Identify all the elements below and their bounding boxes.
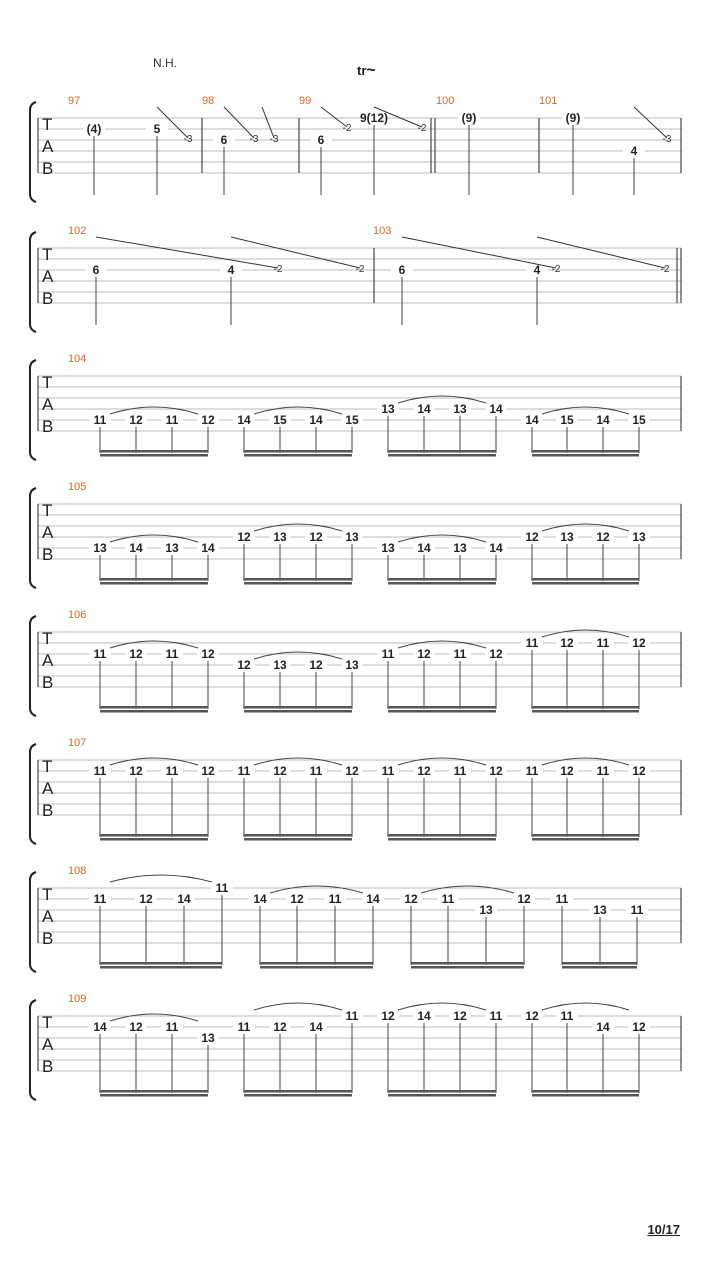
fret-number: 12	[560, 636, 574, 650]
fret-number: 12	[417, 647, 431, 661]
fret-number: 14	[201, 541, 215, 555]
fret-number: 12	[632, 636, 646, 650]
beam	[388, 582, 496, 585]
slur-arc	[254, 758, 342, 765]
fret-number: 15	[560, 413, 574, 427]
fret-number: 14	[417, 402, 431, 416]
beam	[244, 582, 352, 585]
slur-arc	[110, 641, 198, 648]
measure-number: 103	[373, 225, 392, 237]
fret-number: 11	[345, 1009, 359, 1023]
tab-clef-letter: B	[42, 159, 54, 178]
fret-number: 12	[417, 764, 431, 778]
fret-number: 4	[533, 263, 541, 277]
slur-arc	[398, 396, 486, 403]
measure-number: 99	[299, 95, 312, 107]
fret-number: 13	[273, 530, 287, 544]
measure-number: 106	[68, 609, 87, 621]
fret-number: 14	[177, 892, 191, 906]
beam	[244, 1090, 352, 1093]
fret-number: 11	[93, 892, 107, 906]
fret-number: 11	[328, 892, 342, 906]
fret-number: 12	[273, 1020, 287, 1034]
beam	[532, 710, 639, 713]
bend-label: -3	[249, 134, 259, 145]
fret-number: 14	[489, 402, 503, 416]
fret-number: 12	[201, 764, 215, 778]
fret-number: 15	[345, 413, 359, 427]
fret-number: 14	[309, 413, 323, 427]
fret-number: 11	[93, 413, 107, 427]
measure-number: 109	[68, 993, 87, 1005]
beam	[100, 582, 208, 585]
beam	[260, 962, 373, 965]
tab-system	[30, 865, 681, 972]
fret-number: 14	[417, 541, 431, 555]
bend-label: -2	[355, 264, 365, 275]
fret-number: 11	[237, 764, 251, 778]
beam	[100, 450, 208, 453]
tab-clef-letter: B	[42, 417, 54, 436]
fret-number: 15	[273, 413, 287, 427]
fret-number: 15	[632, 413, 646, 427]
fret-number: 12	[525, 530, 539, 544]
beam	[532, 450, 639, 453]
fret-number: 13	[93, 541, 107, 555]
fret-number: 5	[153, 122, 161, 136]
fret-number: 12	[632, 1020, 646, 1034]
fret-number: 11	[596, 636, 610, 650]
fret-number: 14	[93, 1020, 107, 1034]
slur-arc	[542, 758, 629, 765]
slur-arc	[110, 535, 198, 542]
beam	[244, 834, 352, 837]
beam	[562, 966, 637, 969]
beam	[388, 706, 496, 709]
fret-number: 11	[381, 764, 395, 778]
fret-number: 14	[309, 1020, 323, 1034]
fret-number: 12	[201, 413, 215, 427]
slur-arc	[398, 758, 486, 765]
tab-clef-letter: T	[42, 1013, 53, 1032]
beam	[388, 838, 496, 841]
fret-number: 14	[253, 892, 267, 906]
fret-number: 12	[290, 892, 304, 906]
beam	[244, 578, 352, 581]
tab-system	[30, 993, 681, 1100]
beam	[244, 454, 352, 457]
bend-label: -2	[342, 123, 352, 134]
measure-number: 107	[68, 737, 87, 749]
fret-number: 13	[632, 530, 646, 544]
system-bracket	[30, 102, 36, 202]
tab-clef-letter: T	[42, 245, 53, 264]
beam	[388, 1094, 496, 1097]
tab-clef-letter: A	[42, 651, 54, 670]
measure-number: 102	[68, 225, 87, 237]
fret-number: 6	[92, 263, 100, 277]
beam	[388, 1090, 496, 1093]
beam	[100, 578, 208, 581]
tab-clef-letter: A	[42, 523, 54, 542]
beam	[244, 1094, 352, 1097]
fret-number: 11	[237, 1020, 251, 1034]
tab-clef-letter: T	[42, 373, 53, 392]
system-bracket	[30, 488, 36, 588]
fret-number: 13	[593, 903, 607, 917]
tab-system	[30, 609, 681, 716]
beam	[411, 966, 524, 969]
fret-number: 12	[237, 658, 251, 672]
beam	[100, 454, 208, 457]
fret-number: 12	[596, 530, 610, 544]
fret-number: 14	[596, 413, 610, 427]
tab-clef-letter: B	[42, 801, 54, 820]
bend-label: -2	[660, 264, 670, 275]
beam	[244, 706, 352, 709]
slur-arc	[110, 407, 198, 414]
measure-number: 101	[539, 95, 558, 107]
fret-number: 11	[555, 892, 569, 906]
measure-number: 105	[68, 481, 87, 493]
slur-arc	[254, 524, 342, 531]
fret-number: 12	[453, 1009, 467, 1023]
beam	[532, 1090, 639, 1093]
beam	[532, 1094, 639, 1097]
fret-number: 14	[417, 1009, 431, 1023]
fret-number: 12	[381, 1009, 395, 1023]
fret-number: 12	[273, 764, 287, 778]
system-bracket	[30, 616, 36, 716]
fret-number: 12	[129, 413, 143, 427]
bend-label: -2	[551, 264, 561, 275]
system-bracket	[30, 744, 36, 844]
beam	[532, 582, 639, 585]
page-number: 10/17	[647, 1222, 680, 1237]
fret-number: 11	[560, 1009, 574, 1023]
fret-number: 11	[441, 892, 455, 906]
tab-clef-letter: B	[42, 1057, 54, 1076]
beam	[388, 834, 496, 837]
trill-label: tr~	[357, 62, 376, 79]
beam	[244, 838, 352, 841]
fret-number: 13	[479, 903, 493, 917]
fret-number: 13	[273, 658, 287, 672]
beam	[388, 710, 496, 713]
slur-arc	[542, 524, 629, 531]
fret-number: 4	[630, 144, 638, 158]
beam	[411, 962, 524, 965]
tab-clef-letter: T	[42, 629, 53, 648]
measure-number: 108	[68, 865, 87, 877]
fret-number: 12	[560, 764, 574, 778]
beam	[100, 966, 222, 969]
slur-arc	[421, 886, 514, 893]
fret-number: 6	[317, 133, 325, 147]
fret-number: 13	[560, 530, 574, 544]
bend-label: -3	[183, 134, 193, 145]
slur-arc	[254, 652, 342, 659]
fret-number: 11	[93, 764, 107, 778]
fret-number: 12	[517, 892, 531, 906]
fret-number: 12	[309, 530, 323, 544]
fret-number: 14	[366, 892, 380, 906]
fret-number: 11	[381, 647, 395, 661]
fret-number: 13	[453, 402, 467, 416]
fret-number: 11	[596, 764, 610, 778]
fret-number: 9(12)	[359, 111, 389, 125]
system-bracket	[30, 1000, 36, 1100]
slur-arc	[398, 1003, 486, 1010]
tab-clef-letter: A	[42, 779, 54, 798]
fret-number: 13	[201, 1031, 215, 1045]
fret-number: 12	[525, 1009, 539, 1023]
measure-number: 100	[436, 95, 455, 107]
fret-number: 12	[632, 764, 646, 778]
tab-system	[30, 737, 681, 844]
bend-label: -3	[662, 134, 672, 145]
fret-number: 12	[129, 1020, 143, 1034]
tab-system	[30, 481, 681, 588]
slur-arc	[110, 875, 212, 882]
tab-system	[30, 353, 681, 460]
tab-clef-letter: A	[42, 907, 54, 926]
slur-arc	[110, 1014, 198, 1021]
slur-arc	[542, 1003, 629, 1010]
beam	[244, 450, 352, 453]
fret-number: 12	[345, 764, 359, 778]
fret-number: 4	[227, 263, 235, 277]
slur-arc	[254, 407, 342, 414]
fret-number: 6	[220, 133, 228, 147]
fret-number: 12	[139, 892, 153, 906]
measure-number: 98	[202, 95, 215, 107]
fret-number: 11	[93, 647, 107, 661]
system-bracket	[30, 232, 36, 332]
fret-number: 14	[237, 413, 251, 427]
beam	[100, 710, 208, 713]
fret-number: 11	[165, 764, 179, 778]
slur-arc	[270, 886, 363, 893]
beam	[100, 1090, 208, 1093]
fret-number: 14	[596, 1020, 610, 1034]
fret-number: 14	[489, 541, 503, 555]
fret-number: 12	[489, 764, 503, 778]
natural-harmonic-label: N.H.	[153, 56, 177, 70]
fret-number: 12	[309, 658, 323, 672]
fret-number: 11	[525, 764, 539, 778]
fret-number: (4)	[86, 122, 102, 136]
beam	[532, 834, 639, 837]
tab-clef-letter: B	[42, 673, 54, 692]
beam	[100, 1094, 208, 1097]
fret-number: 11	[630, 903, 644, 917]
beam	[100, 962, 222, 965]
tab-clef-letter: T	[42, 501, 53, 520]
bend-line	[402, 237, 556, 268]
tab-clef-letter: B	[42, 929, 54, 948]
slur-arc	[542, 407, 629, 414]
beam	[388, 578, 496, 581]
fret-number: 13	[453, 541, 467, 555]
beam	[260, 966, 373, 969]
fret-number: 11	[165, 413, 179, 427]
fret-number: 12	[129, 764, 143, 778]
tab-clef-letter: T	[42, 115, 53, 134]
beam	[562, 962, 637, 965]
tab-clef-letter: A	[42, 395, 54, 414]
beam	[100, 706, 208, 709]
fret-number: 11	[309, 764, 323, 778]
fret-number: (9)	[461, 111, 477, 125]
beam	[532, 454, 639, 457]
bend-label: -2	[417, 123, 427, 134]
tab-clef-letter: A	[42, 1035, 54, 1054]
slur-arc	[398, 535, 486, 542]
fret-number: 12	[237, 530, 251, 544]
fret-number: 13	[165, 541, 179, 555]
fret-number: 11	[165, 1020, 179, 1034]
beam	[244, 710, 352, 713]
fret-number: (9)	[565, 111, 581, 125]
fret-number: 11	[453, 647, 467, 661]
slur-arc	[254, 1003, 342, 1010]
fret-number: 6	[398, 263, 406, 277]
beam	[532, 578, 639, 581]
fret-number: 13	[381, 541, 395, 555]
beam	[388, 454, 496, 457]
measure-number: 104	[68, 353, 87, 365]
beam	[532, 838, 639, 841]
tab-clef-letter: A	[42, 267, 54, 286]
fret-number: 13	[345, 530, 359, 544]
fret-number: 11	[525, 636, 539, 650]
bend-label: -3	[269, 134, 279, 145]
fret-number: 13	[381, 402, 395, 416]
slur-arc	[398, 641, 486, 648]
fret-number: 12	[404, 892, 418, 906]
tab-clef-letter: T	[42, 885, 53, 904]
slur-arc	[542, 630, 629, 637]
fret-number: 14	[129, 541, 143, 555]
system-bracket	[30, 872, 36, 972]
tab-clef-letter: A	[42, 137, 54, 156]
beam	[100, 834, 208, 837]
tab-clef-letter: B	[42, 545, 54, 564]
fret-number: 12	[201, 647, 215, 661]
measure-number: 97	[68, 95, 81, 107]
tab-system	[30, 95, 681, 202]
fret-number: 11	[215, 881, 229, 895]
fret-number: 11	[165, 647, 179, 661]
beam	[532, 706, 639, 709]
tab-system	[30, 225, 681, 332]
fret-number: 14	[525, 413, 539, 427]
beam	[388, 450, 496, 453]
system-bracket	[30, 360, 36, 460]
tab-clef-letter: T	[42, 757, 53, 776]
fret-number: 12	[129, 647, 143, 661]
fret-number: 13	[345, 658, 359, 672]
fret-number: 12	[489, 647, 503, 661]
beam	[100, 838, 208, 841]
fret-number: 11	[489, 1009, 503, 1023]
tab-clef-letter: B	[42, 289, 54, 308]
fret-number: 11	[453, 764, 467, 778]
bend-label: -2	[273, 264, 283, 275]
slur-arc	[110, 758, 198, 765]
